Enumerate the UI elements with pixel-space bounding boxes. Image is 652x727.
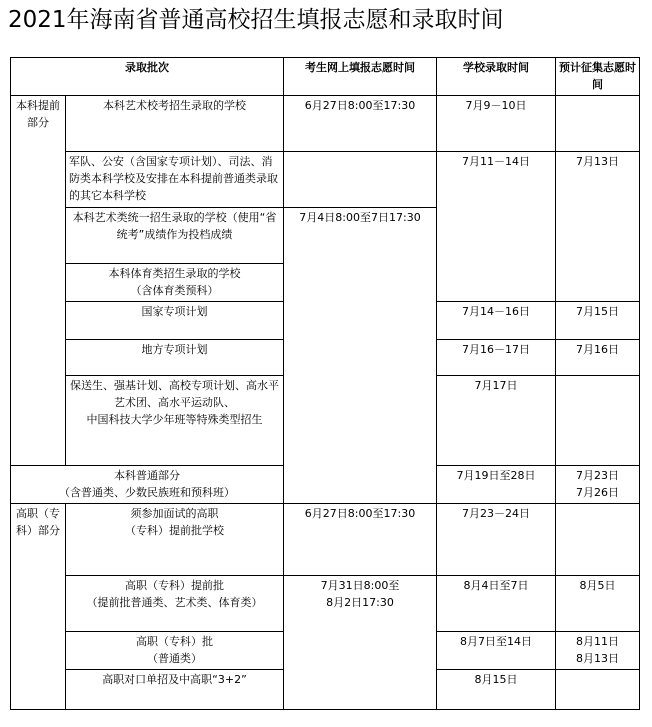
batch-cell (66, 576, 284, 632)
admission-time-cell: 7月14－16日 (437, 302, 556, 340)
solicit-time-cell: 7月15日 (556, 302, 640, 340)
table-row (11, 152, 640, 208)
batch-cell (11, 466, 284, 504)
category-vocational: 高职（专科）部分 (11, 504, 66, 710)
admission-time-cell: 7月16－17日 (437, 340, 556, 376)
solicit-time-cell: 7月13日 (556, 152, 640, 302)
admission-time-cell: 7月19日至28日 (437, 466, 556, 504)
batch-line: （含普通类、少数民族班和预科班） (59, 486, 235, 499)
solicit-time-cell (556, 376, 640, 466)
batch-cell: 高职对口单招及中高职“3+2” (66, 670, 284, 710)
header-admission-time: 学校录取时间 (437, 58, 556, 96)
header-apply-time: 考生网上填报志愿时间 (284, 58, 437, 96)
batch-line: 本科体育类招生录取的学校 (108, 267, 241, 280)
solicit-time-cell (556, 466, 640, 504)
solicit-line: 8月11日 (576, 635, 619, 648)
solicit-time-cell (556, 632, 640, 670)
batch-cell (66, 632, 284, 670)
admission-time-cell: 7月9－10日 (437, 96, 556, 152)
batch-cell (66, 504, 284, 576)
table-row (11, 96, 640, 152)
batch-cell: 本科艺术校考招生录取的学校 (66, 96, 284, 152)
apply-time-cell (284, 576, 437, 710)
admission-time-cell: 8月7日至14日 (437, 632, 556, 670)
batch-line: 中国科技大学少年班等特殊类型招生 (86, 413, 263, 426)
admission-time-cell: 7月11－14日 (437, 152, 556, 302)
apply-time-cell: 7月4日8:00至7日17:30 (284, 208, 437, 504)
admission-time-cell: 8月15日 (437, 670, 556, 710)
batch-cell: 军队、公安（含国家专项计划）、司法、消防类本科学校及安排在本科提前普通类录取的其它本科学校 (66, 152, 284, 208)
apply-time-cell (284, 152, 437, 208)
solicit-time-cell: 7月16日 (556, 340, 640, 376)
category-undergrad-early: 本科提前部分 (11, 96, 66, 466)
admission-time-cell: 7月23－24日 (437, 504, 556, 576)
solicit-time-cell (556, 504, 640, 576)
solicit-line: 8月13日 (576, 652, 619, 665)
batch-line: （专科）提前批学校 (125, 524, 224, 537)
batch-line: （含体育类预科） (130, 284, 219, 297)
solicit-time-cell (556, 670, 640, 710)
solicit-line: 7月26日 (576, 486, 619, 499)
solicit-time-cell: 8月5日 (556, 576, 640, 632)
apply-time-cell: 6月27日8:00至17:30 (284, 96, 437, 152)
batch-cell: 国家专项计划 (66, 302, 284, 340)
admission-time-cell: 8月4日至7日 (437, 576, 556, 632)
apply-time-cell: 6月27日8:00至17:30 (284, 504, 437, 576)
batch-cell: 地方专项计划 (66, 340, 284, 376)
batch-line: （普通类） (147, 652, 202, 665)
page-title: 2021年海南省普通高校招生填报志愿和录取时间 (8, 7, 504, 33)
admission-time-cell: 7月17日 (437, 376, 556, 466)
batch-line: 保送生、强基计划、高校专项计划、高水平艺术团、高水平运动队、 (70, 379, 279, 409)
table-row (11, 576, 640, 632)
solicit-line: 7月23日 (576, 469, 619, 482)
batch-cell: 本科艺术类统一招生录取的学校（使用“省统考”成绩作为投档成绩 (66, 208, 284, 264)
batch-line: 须参加面试的高职 (130, 507, 219, 520)
apply-line: 8月2日17:30 (326, 596, 394, 609)
header-solicit-time: 预计征集志愿时间 (556, 58, 640, 96)
batch-cell (66, 376, 284, 466)
header-batch: 录取批次 (11, 58, 284, 96)
batch-line: 高职（专科）提前批 (125, 579, 224, 592)
solicit-time-cell (556, 96, 640, 152)
batch-line: 高职（专科）批 (136, 635, 213, 648)
admission-schedule-table (10, 57, 640, 710)
batch-cell (66, 264, 284, 302)
batch-line: （提前批普通类、艺术类、体育类） (86, 596, 263, 609)
table-row (11, 504, 640, 576)
apply-line: 7月31日8:00至 (320, 579, 400, 592)
table-header-row (11, 58, 640, 96)
batch-line: 本科普通部分 (114, 469, 180, 482)
